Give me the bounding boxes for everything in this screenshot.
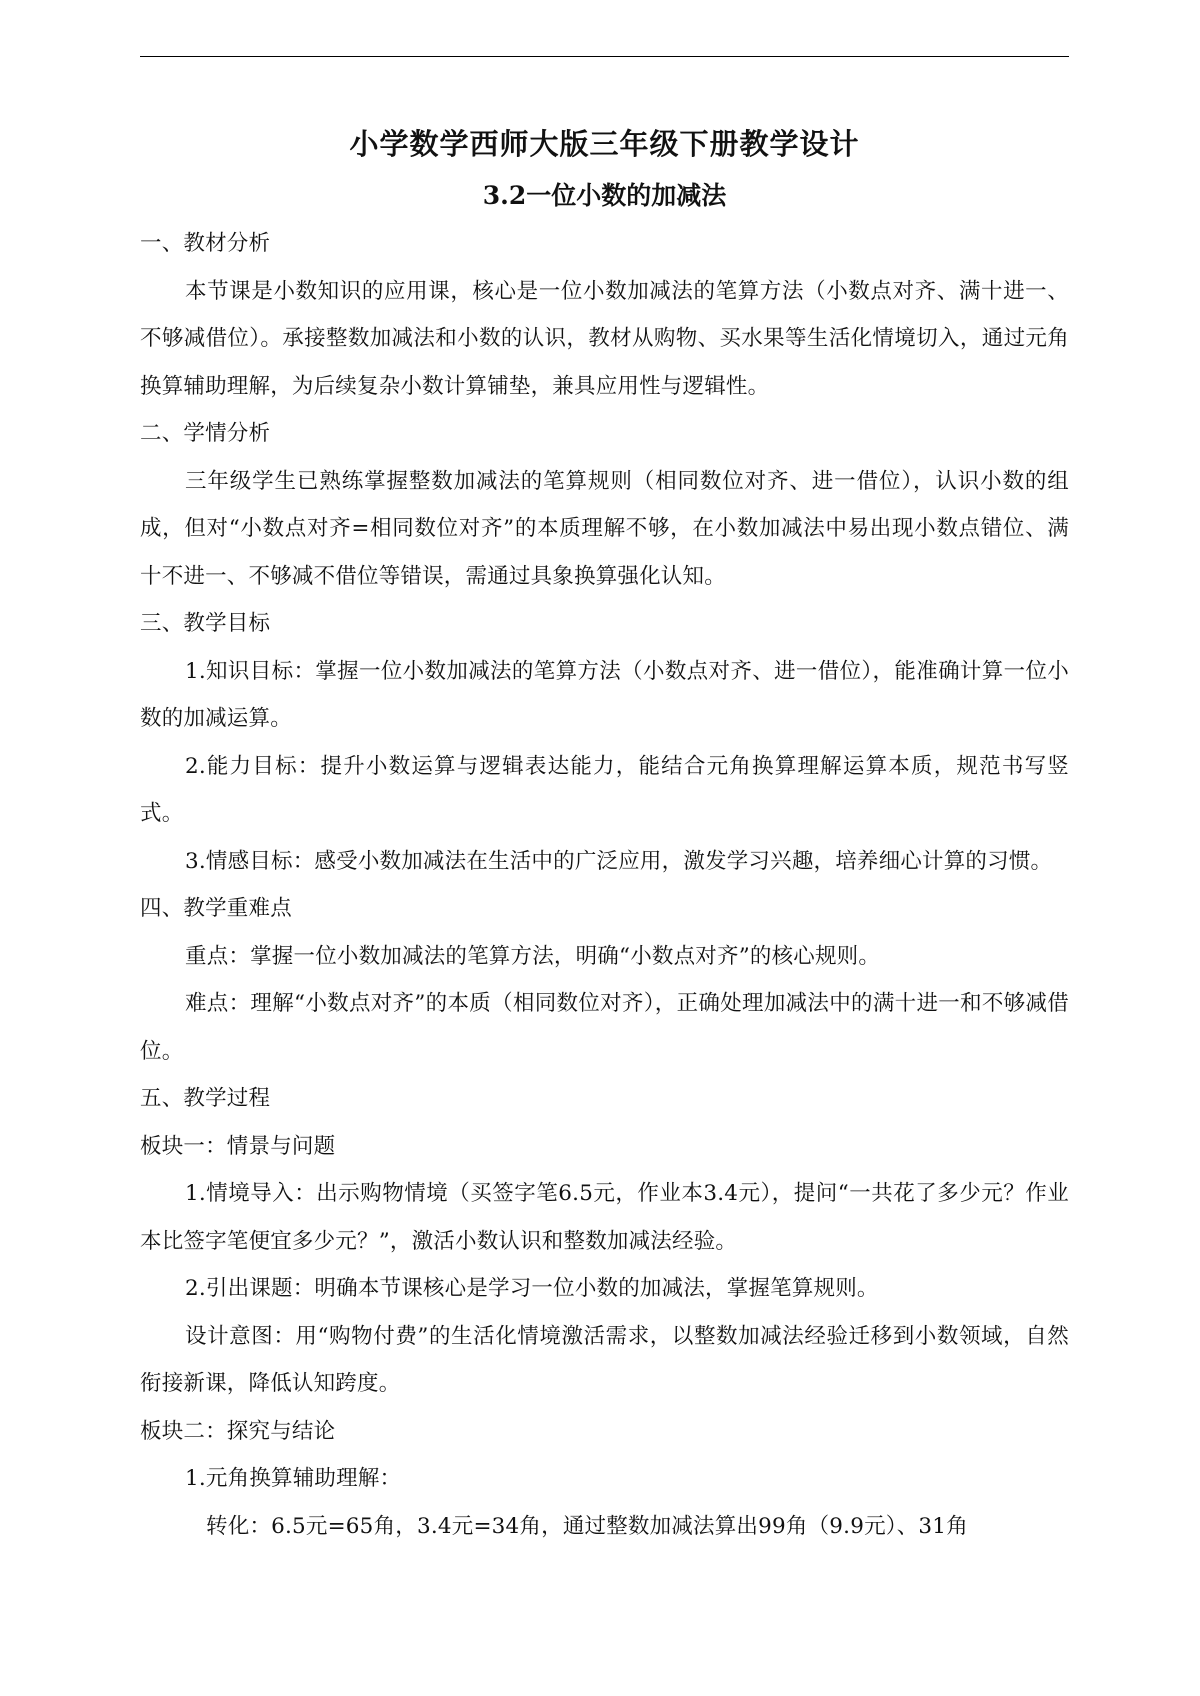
paragraph: 三年级学生已熟练掌握整数加减法的笔算规则（相同数位对齐、进一借位），认识小数的组成，但对“小数点对齐=相同数位对齐”的本质理解不够，在小数加减法中易出现小数点错位、满十不进一、不够减不借位等错误，需通过具象换算强化认知。 xyxy=(140,468,1069,589)
section-heading: 一、教材分析 xyxy=(140,231,271,256)
paragraph: 2.引出课题：明确本节课核心是学习一位小数的加减法，掌握笔算规则。 xyxy=(185,1276,879,1301)
paragraph: 3.情感目标：感受小数加减法在生活中的广泛应用，激发学习兴趣，培养细心计算的习惯。 xyxy=(185,848,1053,874)
paragraph: 1.知识目标：掌握一位小数加减法的笔算方法（小数点对齐、进一借位），能准确计算一位小数的加减运算。 xyxy=(140,658,1069,731)
paragraph: 1.情境导入：出示购物情境（买签字笔6.5元，作业本3.4元），提问“一共花了多少元？作业本比签字笔便宜多少元？”，激活小数认识和整数加减法经验。 xyxy=(140,1181,1069,1254)
header-rule xyxy=(140,56,1069,57)
section-heading: 三、教学目标 xyxy=(140,611,271,636)
section-heading: 五、教学过程 xyxy=(140,1086,271,1111)
block-heading: 板块二：探究与结论 xyxy=(140,1418,336,1444)
block-heading: 板块一：情景与问题 xyxy=(140,1133,336,1159)
paragraph: 本节课是小数知识的应用课，核心是一位小数加减法的笔算方法（小数点对齐、满十进一、不够减借位）。承接整数加减法和小数的认识，教材从购物、买水果等生活化情境切入，通过元角换算辅助理解，为后续复杂小数计算铺垫，兼具应用性与逻辑性。 xyxy=(140,278,1069,399)
paragraph: 重点：掌握一位小数加减法的笔算方法，明确“小数点对齐”的核心规则。 xyxy=(185,943,881,969)
document-title: 小学数学西师大版三年级下册教学设计 xyxy=(349,127,860,161)
paragraph: 设计意图：用“购物付费”的生活化情境激活需求，以整数加减法经验迁移到小数领域，自然衔接新课，降低认知跨度。 xyxy=(140,1323,1069,1396)
paragraph: 1.元角换算辅助理解： xyxy=(185,1466,402,1491)
document-subtitle: 3.2一位小数的加减法 xyxy=(482,181,727,210)
section-heading: 二、学情分析 xyxy=(140,421,271,446)
section-heading: 四、教学重难点 xyxy=(140,896,292,921)
paragraph: 2.能力目标：提升小数运算与逻辑表达能力，能结合元角换算理解运算本质，规范书写竖式。 xyxy=(140,753,1069,826)
paragraph: 难点：理解“小数点对齐”的本质（相同数位对齐），正确处理加减法中的满十进一和不够减借位。 xyxy=(140,991,1069,1064)
paragraph: 转化：6.5元=65角，3.4元=34角，通过整数加减法算出99角（9.9元）、31角 xyxy=(206,1513,968,1539)
document-body xyxy=(140,108,1069,1550)
